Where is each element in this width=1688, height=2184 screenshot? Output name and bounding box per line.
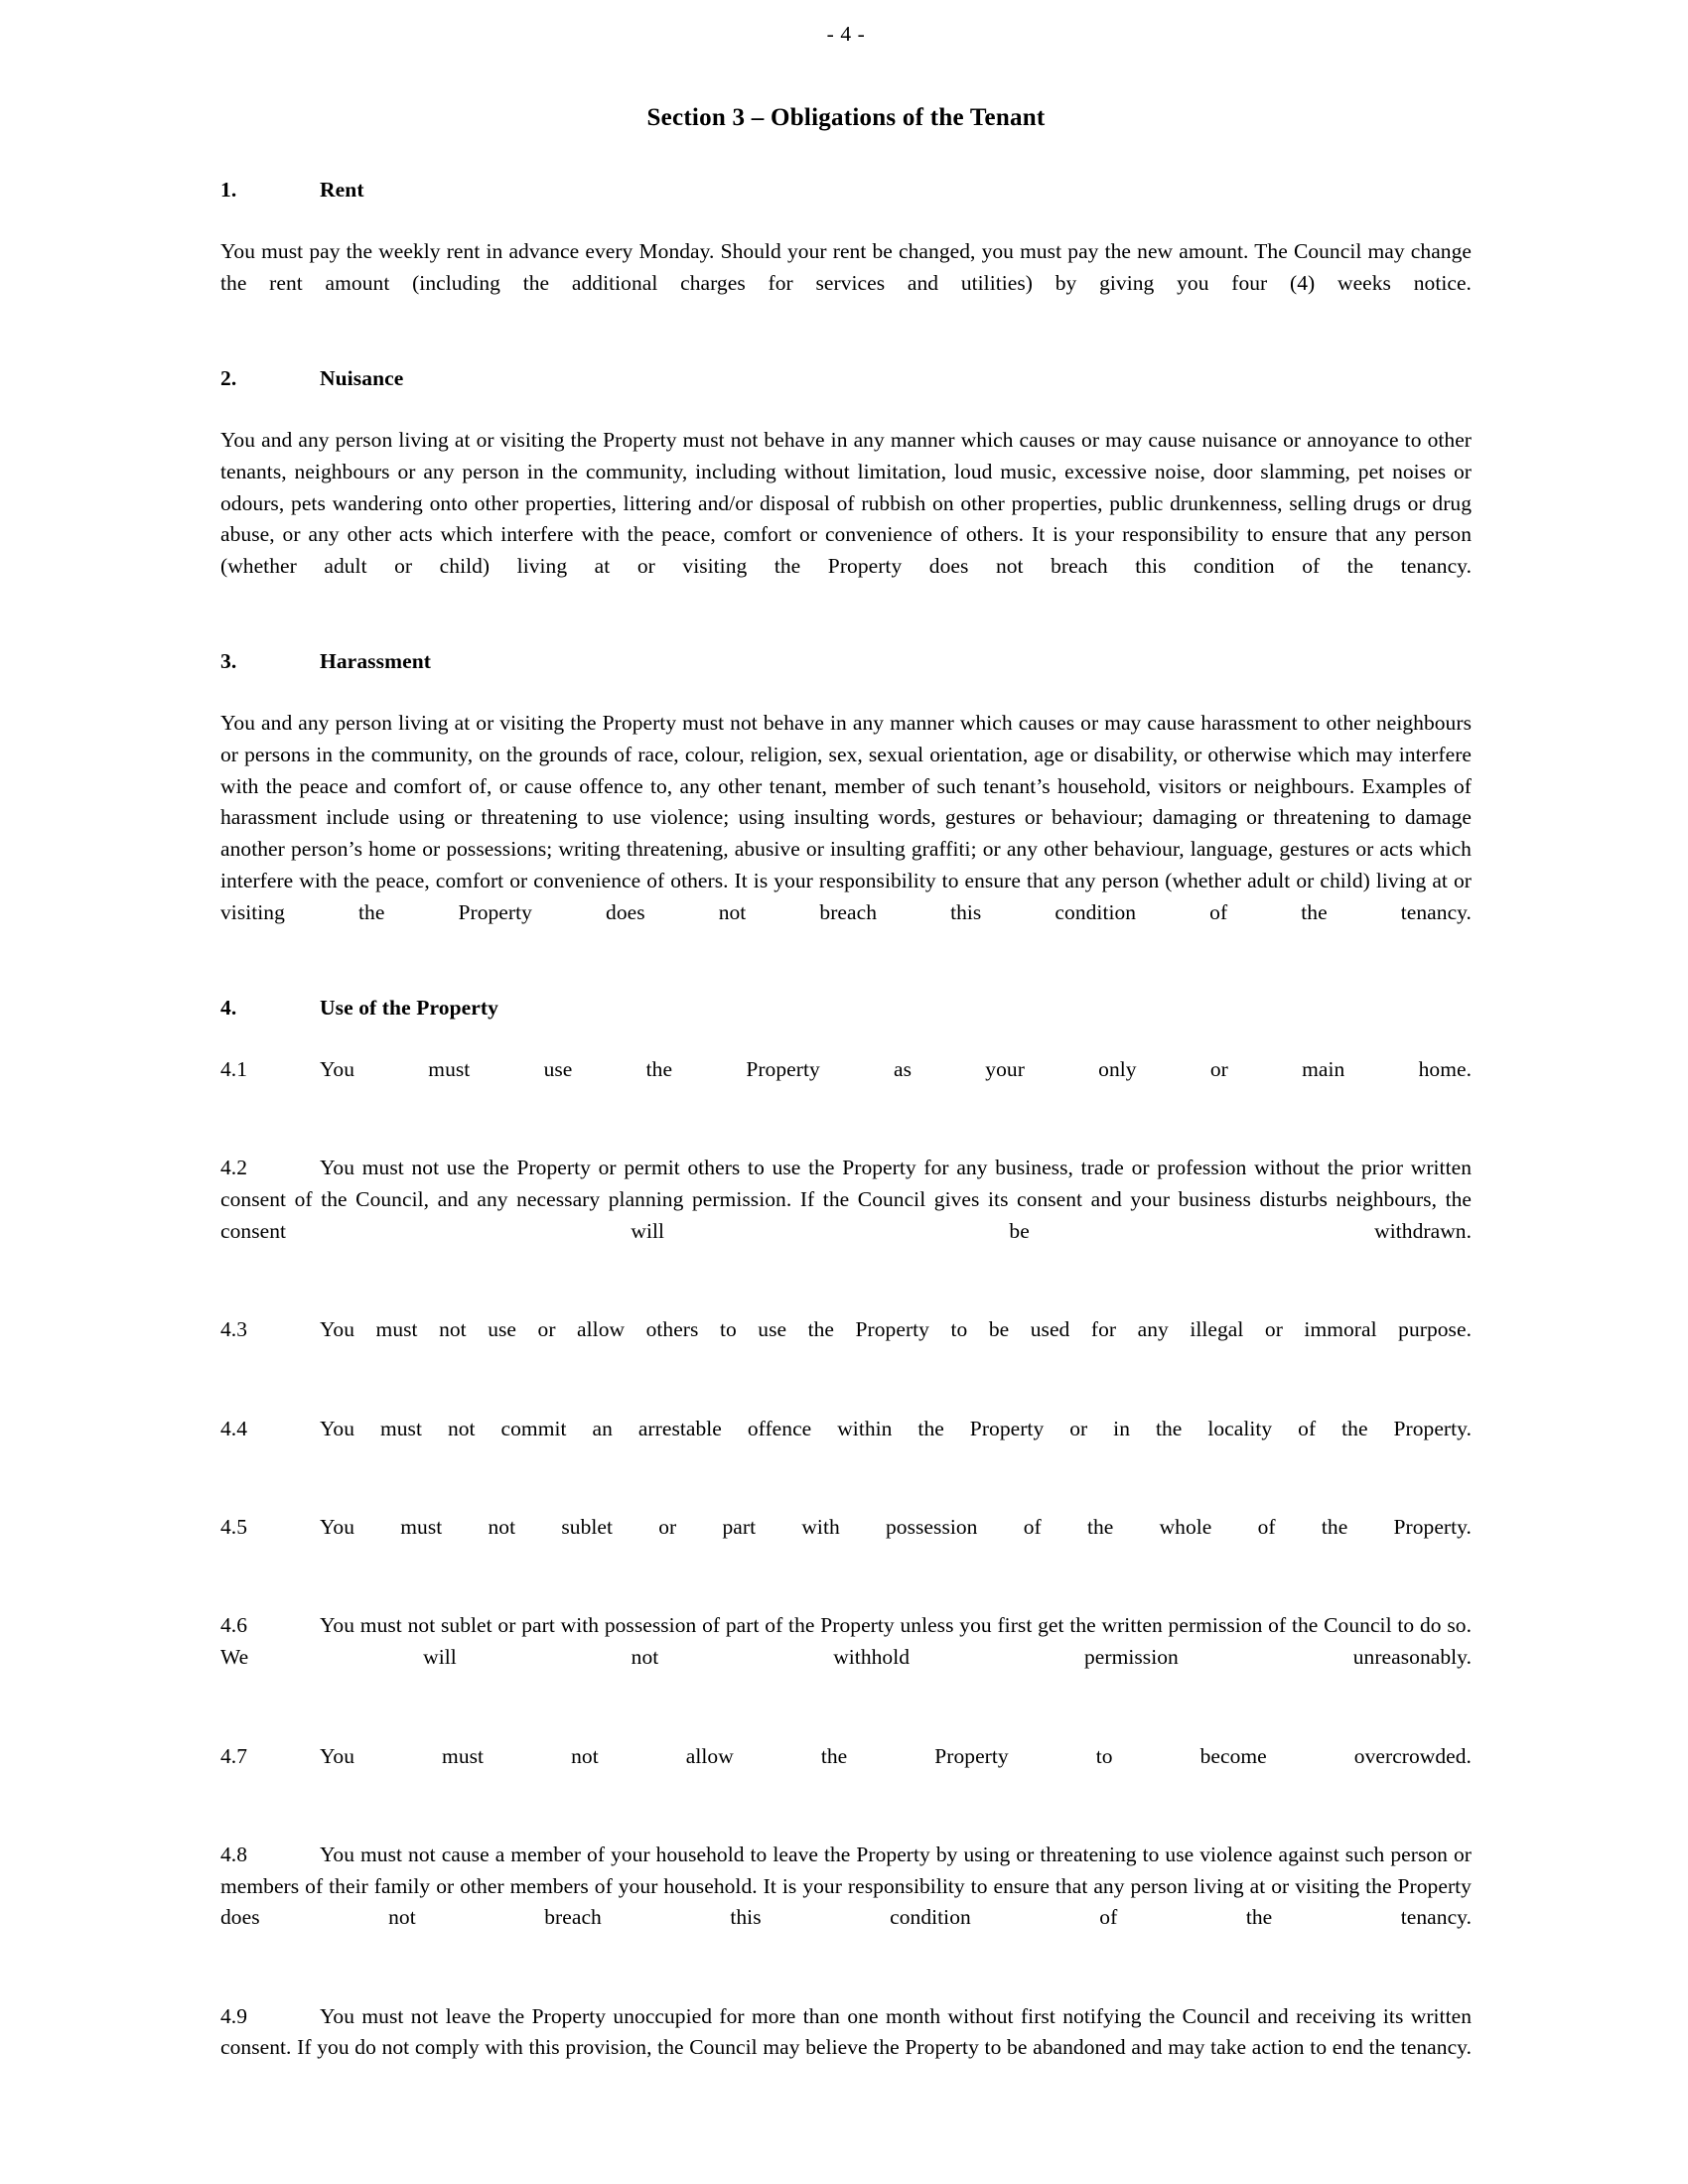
sub-clause-number: 4.6 — [220, 1613, 248, 1638]
clause-label: Nuisance — [320, 366, 404, 391]
clause-heading-harassment — [220, 649, 1472, 674]
sub-clause-number: 4.2 — [220, 1156, 248, 1180]
clause-heading-use-of-the-property — [220, 996, 1472, 1021]
sub-clause-number: 4.4 — [220, 1416, 248, 1440]
clause-heading-nuisance — [220, 366, 1472, 391]
sub-clause-text: You must not sublet or part with possession of the whole of the Property. — [320, 1514, 1472, 1539]
clause-number: 2. — [220, 366, 237, 391]
sub-clause-text: You must not allow the Property to become overcrowded. — [320, 1743, 1472, 1768]
sub-clause-number: 4.7 — [220, 1743, 248, 1768]
page-title: Section 3 – Obligations of the Tenant — [646, 104, 1046, 131]
clause-label: Use of the Property — [320, 995, 499, 1020]
sub-clause-4-1 — [220, 1054, 1472, 1117]
clause-body-nuisance: You and any person living at or visiting the Property must not behave in any manner which causes or may cause nuisance or annoyance to other tenants, neighbours or any person in the community, including without limitation, loud music, excessive noise, door slamming, pet noises or odours, pets wandering onto other properties, littering and/or disposal of rubbish on other properties, public drunkenness, selling drugs or drug abuse, or any other acts which interfere with the peace, comfort or convenience of others. It is your responsibility to ensure that any person (whether adult or child) living at or visiting the Property does not breach this condition of the tenancy. — [220, 428, 1472, 578]
sub-clause-text: You must not use or allow others to use the Property to be used for any illegal or immoral purpose. — [320, 1317, 1472, 1342]
sub-clause-number: 4.3 — [220, 1317, 248, 1342]
clause-body-harassment: You and any person living at or visiting the Property must not behave in any manner which causes or may cause harassment to other neighbours or persons in the community, on the grounds of race, colour, religion, sex, sexual orientation, age or disability, or otherwise which may interfere with the peace and comfort of, or cause offence to, any other tenant, member of such tenant’s household, visitors or neighbours. Examples of harassment include using or threatening to use violence; using insulting words, gestures or behaviour; damaging or threatening to damage another person’s home or possessions; writing threatening, abusive or insulting graffiti; or any other behaviour, language, gestures or acts which interfere with the peace, comfort or convenience of others. It is your responsibility to ensure that any person (whether adult or child) living at or visiting the Property does not breach this condition of the tenancy. — [220, 711, 1472, 924]
sub-clause-text: You must not commit an arrestable offence within the Property or in the locality of the Property. — [320, 1416, 1472, 1440]
sub-clause-text: You must not cause a member of your household to leave the Property by using or threatening to use violence against such person or members of their family or other members of your household. It is your responsibility to ensure that any person living at or visiting the Property does not breach this condition of the tenancy. — [220, 1842, 1472, 1930]
clause-heading-rent — [220, 178, 1472, 203]
clause-number: 1. — [220, 178, 237, 202]
sub-clause-number: 4.1 — [220, 1056, 248, 1081]
sub-clause-number: 4.5 — [220, 1514, 248, 1539]
sub-clause-4-2 — [220, 1153, 1472, 1279]
sub-clause-4-7 — [220, 1741, 1472, 1804]
sub-clause-text: You must not sublet or part with possession of part of the Property unless you first get the written permission of the Council to do so. We will not withhold permission unreasonably. — [220, 1613, 1472, 1670]
clause-number: 3. — [220, 649, 237, 674]
sub-clause-4-6 — [220, 1610, 1472, 1705]
clause-label: Harassment — [320, 649, 432, 674]
sub-clause-text: You must not use the Property or permit others to use the Property for any business, trade or profession without the prior written consent of the Council, and any necessary planning permission. If the Council gives its consent and your business disturbs neighbours, the consent will be withdrawn. — [220, 1156, 1472, 1243]
sub-clause-4-9 — [220, 2001, 1472, 2096]
sub-clause-number: 4.8 — [220, 1842, 248, 1866]
sub-clause-4-5 — [220, 1512, 1472, 1574]
sub-clause-4-8 — [220, 1840, 1472, 1966]
sub-clause-text: You must use the Property as your only or main home. — [320, 1056, 1472, 1081]
clause-body-rent: You must pay the weekly rent in advance every Monday. Should your rent be changed, you must pay the new amount. The Council may change the rent amount (including the additional charges for services and utilities) by giving you four (4) weeks notice. — [220, 239, 1472, 295]
clause-number: 4. — [220, 995, 237, 1020]
sub-clause-4-4 — [220, 1414, 1472, 1476]
sub-clause-4-3 — [220, 1314, 1472, 1377]
sub-clause-number: 4.9 — [220, 2003, 248, 2028]
sub-clause-text: You must not leave the Property unoccupied for more than one month without first notifying the Council and receiving its written consent. If you do not comply with this provision, the Council may believe the Property to be abandoned and may take action to end the tenancy. — [220, 2003, 1472, 2060]
clause-label: Rent — [320, 178, 364, 202]
page-number: - 4 - — [826, 22, 866, 46]
